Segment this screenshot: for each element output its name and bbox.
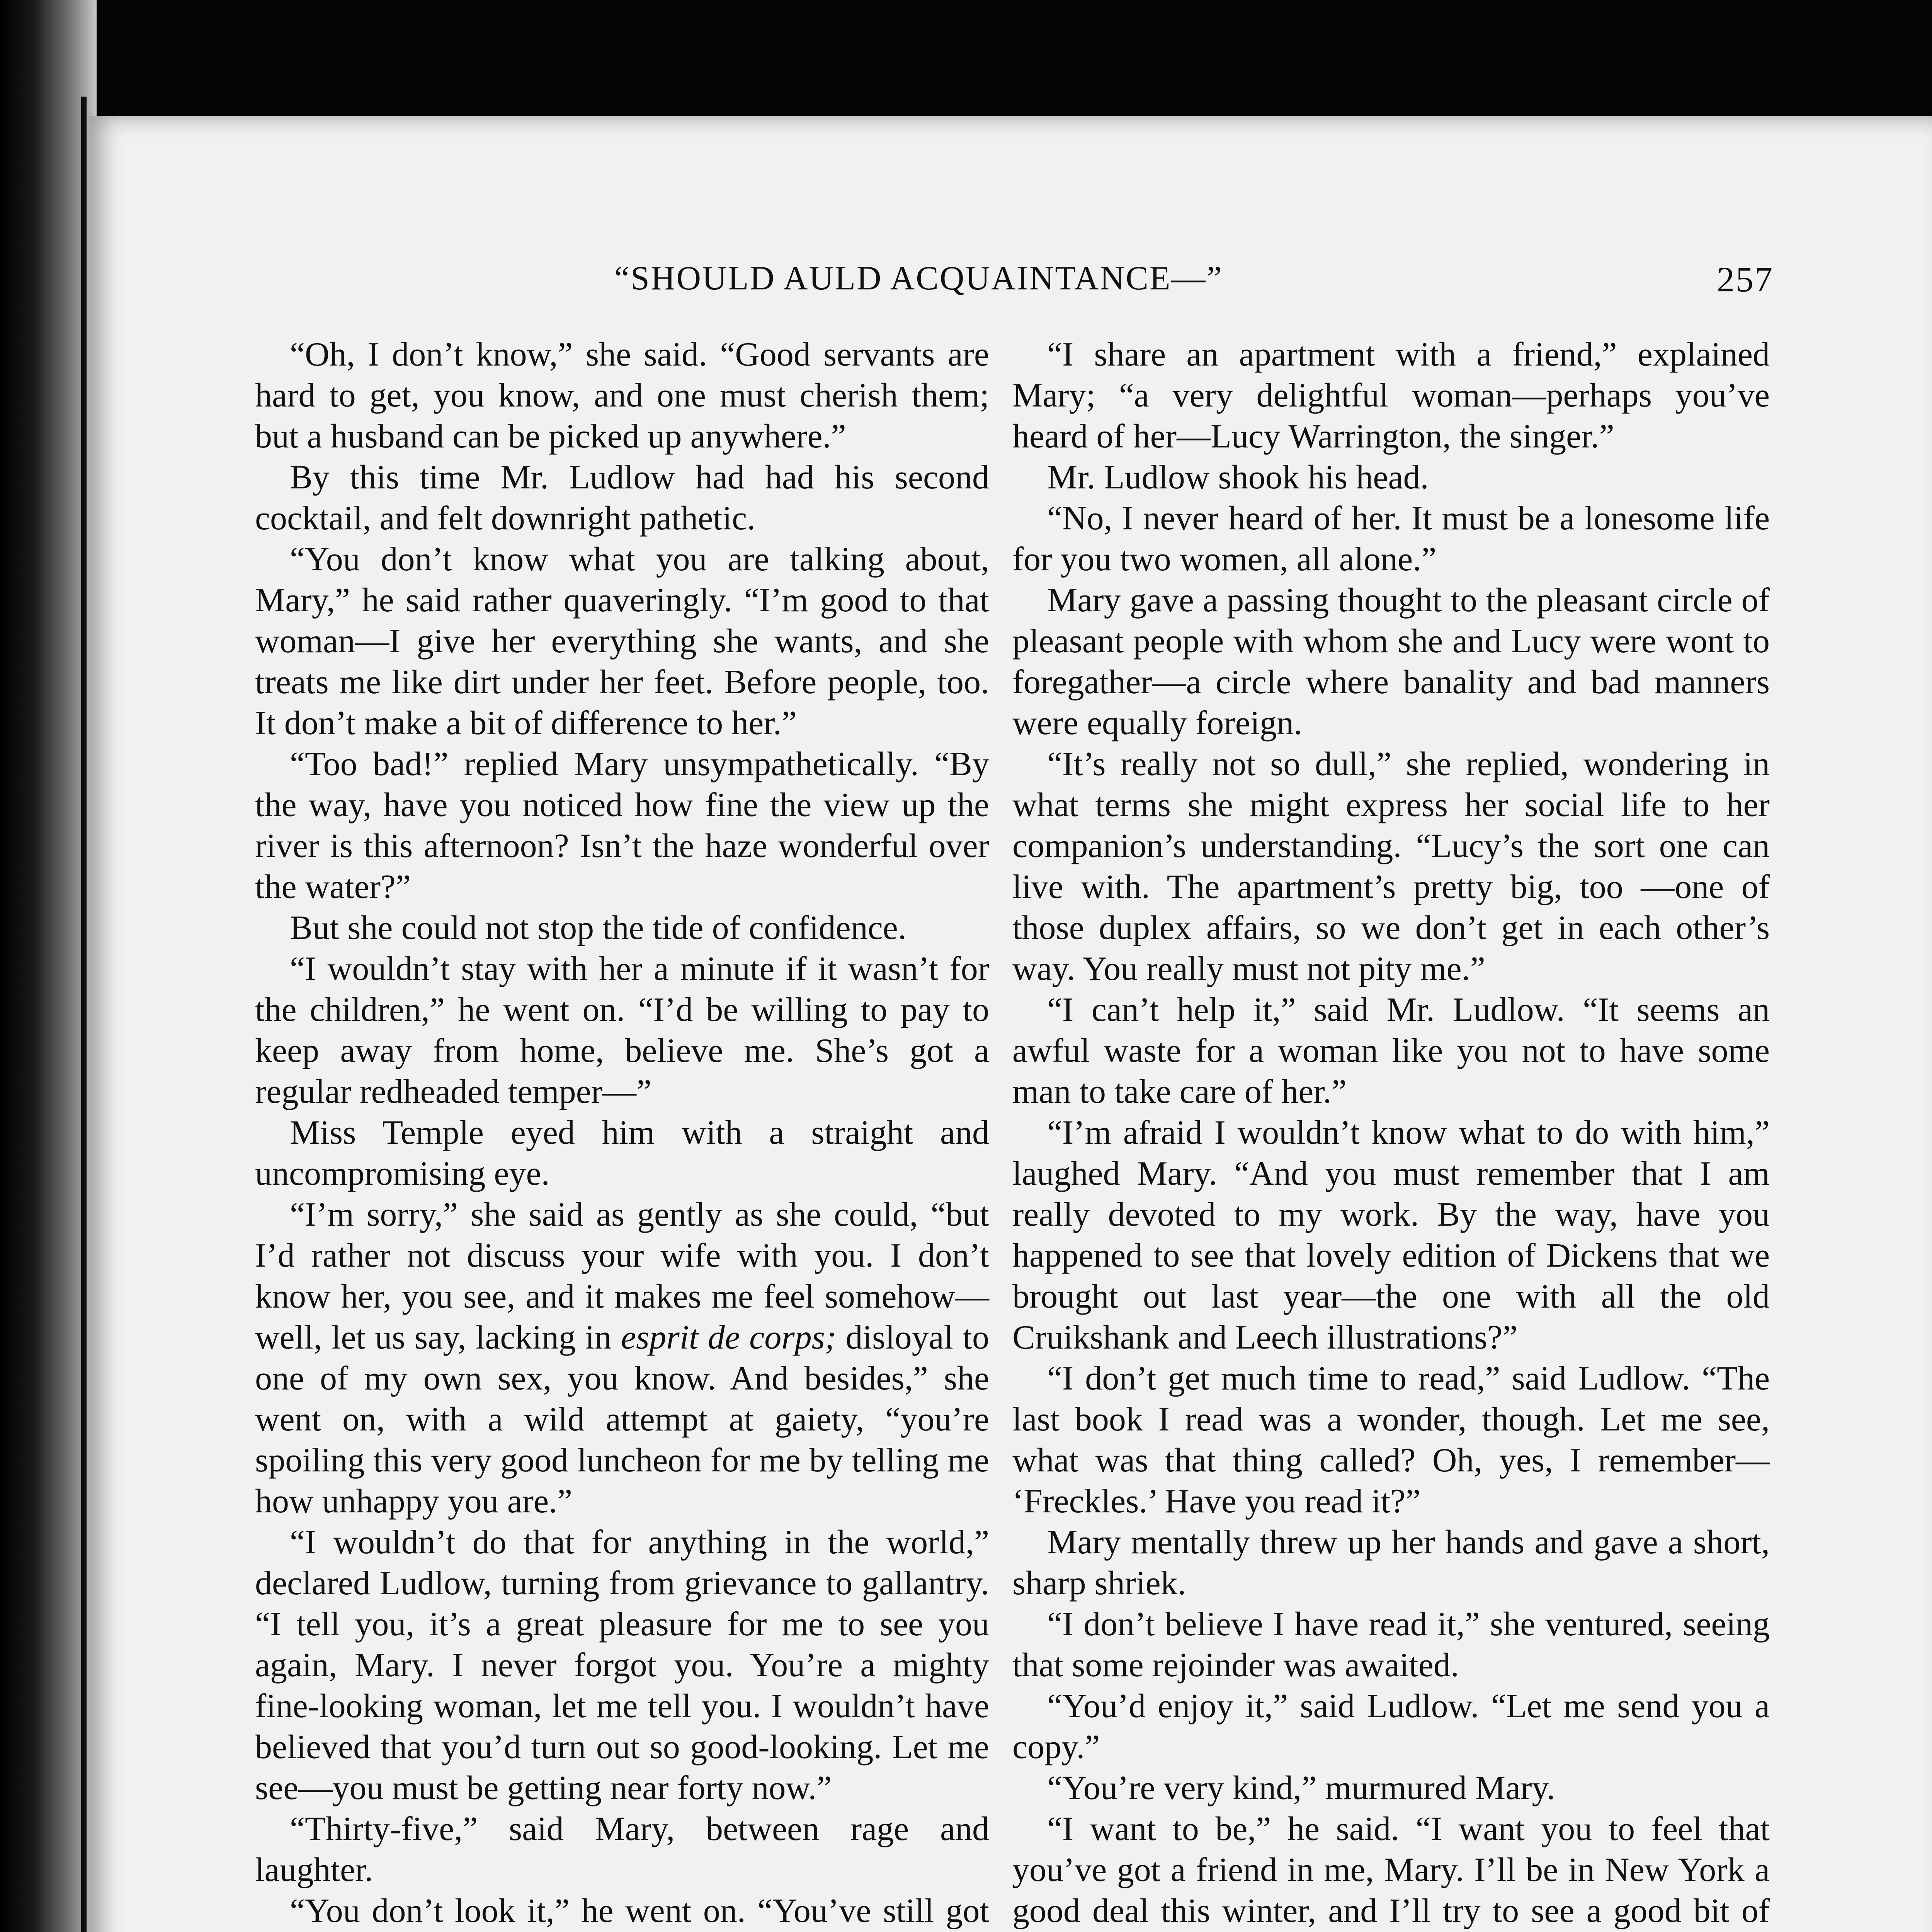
paragraph: “No, I never heard of her. It must be a lonesome life for you two women, all alone.” [1012, 500, 1770, 578]
right-text-column [1012, 334, 1770, 1932]
paragraph: “I don’t get much time to read,” said Ludlow. “The last book I read was a wonder, though. Let me see, what was that thing called? Oh, yes, I remember— ‘Freckles.’ Have you read it?” [1012, 1360, 1770, 1520]
paragraph: “Too bad!” replied Mary unsympathetically. “By the way, have you noticed how fine the view up the river is this afternoon? Isn’t the haze wonderful over the water?” [255, 745, 989, 906]
page-number: 257 [1717, 260, 1774, 299]
paragraph: Miss Temple eyed him with a straight and uncompromising eye. [255, 1114, 989, 1192]
paragraph: “I wouldn’t stay with her a minute if it wasn’t for the children,” he went on. “I’d be willing to pay to keep away from home, believe me. She’s got a regular redheaded temper—” [255, 950, 989, 1111]
paragraph: But she could not stop the tide of confidence. [290, 909, 906, 947]
paragraph: “I share an apartment with a friend,” explained Mary; “a very delightful woman—perhaps you’ve heard of her—Lucy Warrington, the singer.” [1012, 336, 1770, 455]
left-text-column [255, 334, 989, 1932]
running-head-title: “SHOULD AULD ACQUAINTANCE—” [614, 260, 1223, 297]
paragraph: “Oh, I don’t know,” she said. “Good servants are hard to get, you know, and one must cherish them; but a husband can be picked up anywhere.” [255, 336, 989, 455]
book-spine-edge [81, 97, 87, 1932]
paragraph: “I want to be,” he said. “I want you to feel that you’ve got a friend in me, Mary. I’ll be in New York a good deal this winter, and I’ll try to see a good bit of [1012, 1810, 1770, 1930]
paragraph: “I don’t believe I have read it,” she ventured, seeing that some rejoinder was awaited. [1012, 1605, 1770, 1684]
paragraph: “I’m sorry,” she said as gently as she could, “but I’d rather not discuss your wife with you. I don’t know her, you see, and it makes me feel somehow—well, let us say, lacking in esprit de corps; disloyal to one of my own sex, you know. And besides,” she went on, with a wild attempt at gaiety, “you’re spoiling this very good luncheon for me by telling me how unhappy you are.” [255, 1196, 989, 1520]
running-head [259, 251, 1774, 305]
italic-phrase: esprit de corps; [621, 1319, 837, 1356]
paragraph: “You don’t look it,” he went on. “You’ve still got [290, 1892, 989, 1930]
paragraph: “Thirty-five,” said Mary, between rage and laughter. [255, 1810, 989, 1889]
paragraph: “I can’t help it,” said Mr. Ludlow. “It seems an awful waste for a woman like you not to have some man to take care of her.” [1012, 991, 1770, 1111]
paragraph: By this time Mr. Ludlow had had his second cocktail, and felt downright pathetic. [255, 459, 989, 537]
paragraph: Mr. Ludlow shook his head. [1047, 459, 1429, 496]
paragraph: Mary gave a passing thought to the pleasant circle of pleasant people with whom she and Lucy were wont to foregather—a circle where banality and bad manners were equally foreign. [1012, 582, 1770, 742]
paragraph: “I wouldn’t do that for anything in the world,” declared Ludlow, turning from grievance to gallantry. “I tell you, it’s a great pleasure for me to see you again, Mary. I never forgot you. You’re a mighty fine-looking woman, let me tell you. I wouldn’t have believed that you’d turn out so good-looking. Let me see—you must be getting near forty now.” [255, 1524, 989, 1807]
paragraph: “You’d enjoy it,” said Ludlow. “Let me send you a copy.” [1012, 1687, 1770, 1766]
paragraph: “You’re very kind,” murmured Mary. [1047, 1769, 1555, 1807]
paragraph: “It’s really not so dull,” she replied, wondering in what terms she might express her social life to her companion’s understanding. “Lucy’s the sort one can live with. The apartment’s pretty big, too —one of those duplex affairs, so we don’t get in each other’s way. You really must not pity me.” [1012, 745, 1770, 988]
paragraph: Mary mentally threw up her hands and gave a short, sharp shriek. [1012, 1524, 1770, 1602]
paragraph: “I’m afraid I wouldn’t know what to do with him,” laughed Mary. “And you must remember that I am really devoted to my work. By the way, have you happened to see that lovely edition of Dickens that we brought out last year—the one with all the old Cruikshank and Leech illustrations?” [1012, 1114, 1770, 1356]
paragraph: “You don’t know what you are talking about, Mary,” he said rather quaveringly. “I’m good to that woman—I give her everything she wants, and she treats me like dirt under her feet. Before people, too. It don’t make a bit of difference to her.” [255, 541, 989, 742]
